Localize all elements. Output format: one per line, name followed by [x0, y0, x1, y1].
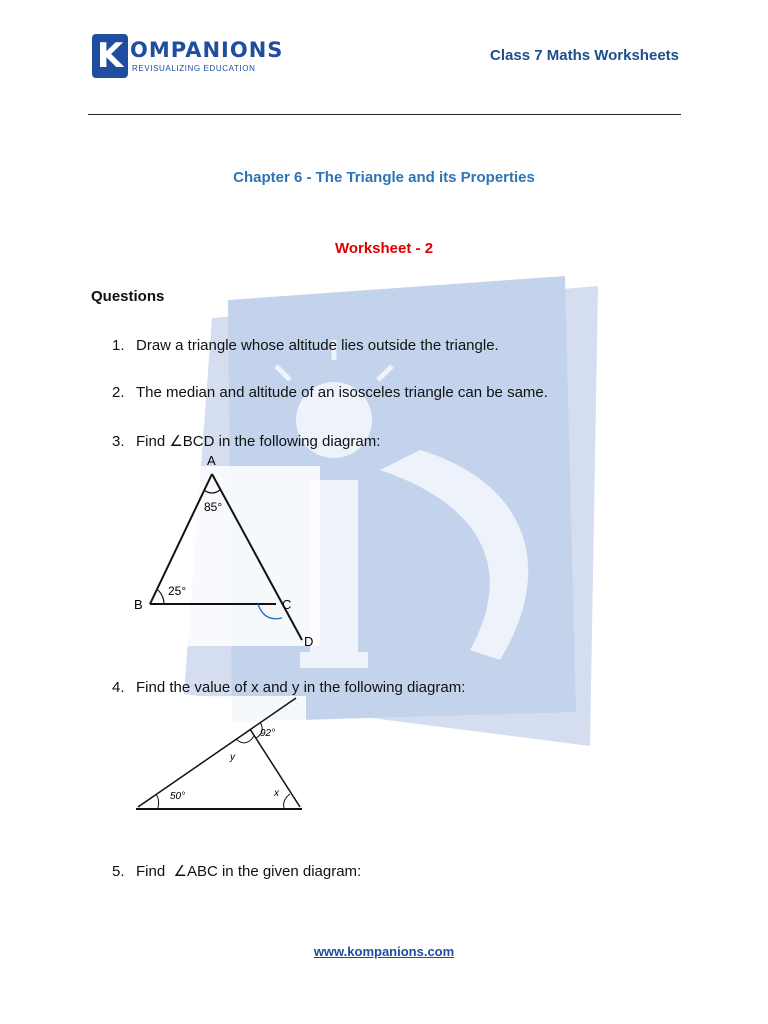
angle-a-value: 85° [204, 500, 223, 514]
question-text: Find ∠BCD in the following diagram: [136, 433, 381, 450]
question-number: 3. [112, 433, 125, 450]
angle-b-value: 25° [168, 584, 187, 598]
header-title: Class 7 Maths Worksheets [490, 47, 679, 64]
question-number: 2. [112, 384, 125, 401]
header-divider [88, 114, 681, 115]
question-number: 1. [112, 337, 125, 354]
triangle-abc-diagram [130, 452, 330, 652]
label-d: D [304, 634, 314, 649]
label-y: y [230, 752, 235, 763]
question-3 [112, 432, 380, 450]
questions-heading: Questions [91, 288, 165, 305]
question-text: Draw a triangle whose altitude lies outside the triangle. [136, 337, 499, 354]
question-1 [112, 337, 499, 354]
question-text: Find ∠ABC in the given diagram: [136, 863, 362, 880]
angle-50-value: 50° [170, 791, 186, 802]
chapter-title: Chapter 6 - The Triangle and its Properties [233, 169, 535, 186]
question-number: 5. [112, 863, 125, 880]
question-text: Find the value of x and y in the following diagram: [136, 679, 466, 696]
worksheet-title: Worksheet - 2 [334, 240, 434, 257]
logo-tagline: REVISUALIZING EDUCATION [132, 64, 256, 73]
question-4 [112, 679, 465, 696]
footer-website-link[interactable]: www.kompanions.com [313, 944, 455, 959]
triangle-xy-diagram [134, 696, 306, 816]
label-a: A [207, 453, 216, 468]
kompanions-logo[interactable] [92, 34, 284, 82]
question-text: The median and altitude of an isosceles triangle can be same. [136, 384, 548, 401]
label-b: B [134, 597, 143, 612]
label-c: C [282, 597, 292, 612]
question-number: 4. [112, 679, 125, 696]
logo-text: OMPANIONS [130, 38, 284, 62]
question-2 [112, 384, 548, 401]
question-5 [112, 862, 361, 880]
logo-badge: K [92, 34, 128, 78]
label-x: x [274, 788, 279, 799]
angle-92-value: 92° [260, 728, 276, 739]
